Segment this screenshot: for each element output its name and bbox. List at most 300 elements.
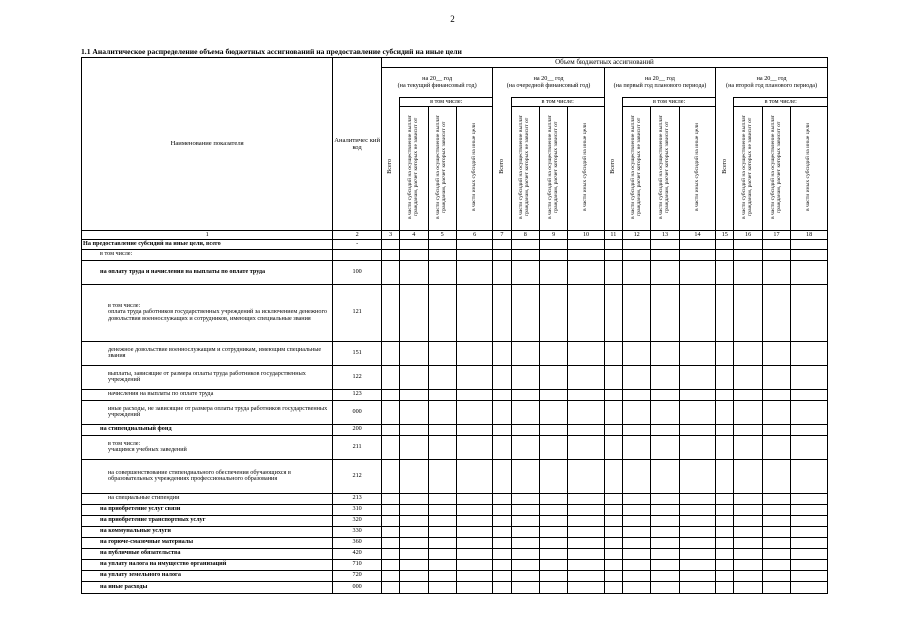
value-cell[interactable] [791, 260, 828, 284]
value-cell[interactable] [428, 504, 456, 515]
value-cell[interactable] [623, 515, 651, 526]
value-cell[interactable] [623, 537, 651, 548]
value-cell[interactable] [456, 260, 492, 284]
value-cell[interactable] [651, 341, 679, 365]
value-cell[interactable] [539, 493, 567, 504]
value-cell[interactable] [456, 365, 492, 389]
value-cell[interactable] [651, 526, 679, 537]
value-cell[interactable] [511, 559, 539, 570]
value-cell[interactable] [428, 284, 456, 341]
value-cell[interactable] [791, 365, 828, 389]
value-cell[interactable] [604, 341, 622, 365]
value-cell[interactable] [651, 365, 679, 389]
value-cell[interactable] [428, 537, 456, 548]
value-cell[interactable] [568, 504, 604, 515]
value-cell[interactable] [428, 260, 456, 284]
value-cell[interactable] [400, 424, 428, 435]
value-cell[interactable] [762, 581, 790, 593]
value-cell[interactable] [679, 515, 715, 526]
value-cell[interactable] [716, 537, 734, 548]
value-cell[interactable] [762, 400, 790, 424]
value-cell[interactable] [456, 459, 492, 493]
value-cell[interactable] [623, 559, 651, 570]
value-cell[interactable] [623, 493, 651, 504]
value-cell[interactable] [493, 400, 511, 424]
value-cell[interactable] [511, 424, 539, 435]
value-cell[interactable] [456, 240, 492, 250]
value-cell[interactable] [511, 570, 539, 581]
value-cell[interactable] [651, 537, 679, 548]
value-cell[interactable] [493, 559, 511, 570]
value-cell[interactable] [679, 249, 715, 260]
value-cell[interactable] [623, 504, 651, 515]
value-cell[interactable] [734, 435, 762, 459]
value-cell[interactable] [568, 581, 604, 593]
value-cell[interactable] [734, 526, 762, 537]
value-cell[interactable] [716, 559, 734, 570]
value-cell[interactable] [734, 515, 762, 526]
value-cell[interactable] [493, 284, 511, 341]
value-cell[interactable] [734, 548, 762, 559]
value-cell[interactable] [493, 459, 511, 493]
value-cell[interactable] [568, 240, 604, 250]
value-cell[interactable] [623, 240, 651, 250]
value-cell[interactable] [539, 537, 567, 548]
value-cell[interactable] [511, 240, 539, 250]
value-cell[interactable] [604, 459, 622, 493]
value-cell[interactable] [456, 341, 492, 365]
value-cell[interactable] [762, 570, 790, 581]
value-cell[interactable] [381, 504, 399, 515]
value-cell[interactable] [734, 389, 762, 400]
value-cell[interactable] [400, 459, 428, 493]
value-cell[interactable] [734, 284, 762, 341]
value-cell[interactable] [604, 493, 622, 504]
value-cell[interactable] [400, 559, 428, 570]
value-cell[interactable] [604, 249, 622, 260]
value-cell[interactable] [428, 341, 456, 365]
value-cell[interactable] [623, 570, 651, 581]
value-cell[interactable] [679, 570, 715, 581]
value-cell[interactable] [428, 515, 456, 526]
value-cell[interactable] [716, 504, 734, 515]
value-cell[interactable] [511, 365, 539, 389]
value-cell[interactable] [679, 581, 715, 593]
value-cell[interactable] [679, 341, 715, 365]
value-cell[interactable] [511, 400, 539, 424]
value-cell[interactable] [716, 424, 734, 435]
value-cell[interactable] [604, 515, 622, 526]
value-cell[interactable] [623, 424, 651, 435]
value-cell[interactable] [493, 424, 511, 435]
value-cell[interactable] [734, 365, 762, 389]
value-cell[interactable] [568, 493, 604, 504]
value-cell[interactable] [762, 260, 790, 284]
value-cell[interactable] [568, 570, 604, 581]
value-cell[interactable] [604, 435, 622, 459]
value-cell[interactable] [400, 435, 428, 459]
value-cell[interactable] [623, 341, 651, 365]
value-cell[interactable] [716, 240, 734, 250]
value-cell[interactable] [400, 240, 428, 250]
value-cell[interactable] [604, 537, 622, 548]
value-cell[interactable] [791, 459, 828, 493]
value-cell[interactable] [381, 493, 399, 504]
value-cell[interactable] [493, 537, 511, 548]
value-cell[interactable] [604, 240, 622, 250]
value-cell[interactable] [762, 284, 790, 341]
value-cell[interactable] [604, 581, 622, 593]
value-cell[interactable] [734, 400, 762, 424]
value-cell[interactable] [539, 365, 567, 389]
value-cell[interactable] [791, 581, 828, 593]
value-cell[interactable] [400, 284, 428, 341]
value-cell[interactable] [539, 459, 567, 493]
value-cell[interactable] [623, 284, 651, 341]
value-cell[interactable] [493, 260, 511, 284]
value-cell[interactable] [493, 504, 511, 515]
value-cell[interactable] [791, 400, 828, 424]
value-cell[interactable] [716, 493, 734, 504]
value-cell[interactable] [716, 570, 734, 581]
value-cell[interactable] [400, 570, 428, 581]
value-cell[interactable] [456, 249, 492, 260]
value-cell[interactable] [456, 389, 492, 400]
value-cell[interactable] [762, 515, 790, 526]
value-cell[interactable] [511, 504, 539, 515]
value-cell[interactable] [679, 504, 715, 515]
value-cell[interactable] [511, 515, 539, 526]
value-cell[interactable] [716, 284, 734, 341]
value-cell[interactable] [428, 400, 456, 424]
value-cell[interactable] [400, 515, 428, 526]
value-cell[interactable] [539, 570, 567, 581]
value-cell[interactable] [791, 515, 828, 526]
value-cell[interactable] [762, 341, 790, 365]
value-cell[interactable] [456, 493, 492, 504]
value-cell[interactable] [539, 249, 567, 260]
value-cell[interactable] [762, 459, 790, 493]
value-cell[interactable] [456, 526, 492, 537]
value-cell[interactable] [568, 260, 604, 284]
value-cell[interactable] [791, 526, 828, 537]
value-cell[interactable] [651, 400, 679, 424]
value-cell[interactable] [604, 548, 622, 559]
value-cell[interactable] [651, 548, 679, 559]
value-cell[interactable] [428, 435, 456, 459]
value-cell[interactable] [623, 260, 651, 284]
value-cell[interactable] [539, 504, 567, 515]
value-cell[interactable] [791, 424, 828, 435]
value-cell[interactable] [381, 570, 399, 581]
value-cell[interactable] [511, 435, 539, 459]
value-cell[interactable] [568, 548, 604, 559]
value-cell[interactable] [381, 400, 399, 424]
value-cell[interactable] [428, 493, 456, 504]
value-cell[interactable] [762, 559, 790, 570]
value-cell[interactable] [791, 249, 828, 260]
value-cell[interactable] [493, 435, 511, 459]
value-cell[interactable] [568, 365, 604, 389]
value-cell[interactable] [568, 515, 604, 526]
value-cell[interactable] [428, 559, 456, 570]
value-cell[interactable] [568, 435, 604, 459]
value-cell[interactable] [568, 341, 604, 365]
value-cell[interactable] [456, 548, 492, 559]
value-cell[interactable] [493, 581, 511, 593]
value-cell[interactable] [456, 581, 492, 593]
value-cell[interactable] [604, 365, 622, 389]
value-cell[interactable] [400, 537, 428, 548]
value-cell[interactable] [428, 548, 456, 559]
value-cell[interactable] [791, 341, 828, 365]
value-cell[interactable] [791, 548, 828, 559]
value-cell[interactable] [604, 389, 622, 400]
value-cell[interactable] [456, 515, 492, 526]
value-cell[interactable] [651, 389, 679, 400]
value-cell[interactable] [734, 424, 762, 435]
value-cell[interactable] [381, 515, 399, 526]
value-cell[interactable] [381, 365, 399, 389]
value-cell[interactable] [791, 493, 828, 504]
value-cell[interactable] [400, 249, 428, 260]
value-cell[interactable] [604, 424, 622, 435]
value-cell[interactable] [456, 504, 492, 515]
value-cell[interactable] [493, 240, 511, 250]
value-cell[interactable] [734, 559, 762, 570]
value-cell[interactable] [539, 260, 567, 284]
value-cell[interactable] [456, 400, 492, 424]
value-cell[interactable] [734, 459, 762, 493]
value-cell[interactable] [762, 493, 790, 504]
value-cell[interactable] [791, 240, 828, 250]
value-cell[interactable] [381, 559, 399, 570]
value-cell[interactable] [762, 526, 790, 537]
value-cell[interactable] [791, 284, 828, 341]
value-cell[interactable] [679, 389, 715, 400]
value-cell[interactable] [539, 389, 567, 400]
value-cell[interactable] [511, 249, 539, 260]
value-cell[interactable] [716, 249, 734, 260]
value-cell[interactable] [623, 526, 651, 537]
value-cell[interactable] [716, 400, 734, 424]
value-cell[interactable] [381, 435, 399, 459]
value-cell[interactable] [568, 249, 604, 260]
value-cell[interactable] [568, 284, 604, 341]
value-cell[interactable] [651, 570, 679, 581]
value-cell[interactable] [762, 249, 790, 260]
value-cell[interactable] [651, 424, 679, 435]
value-cell[interactable] [539, 284, 567, 341]
value-cell[interactable] [791, 504, 828, 515]
value-cell[interactable] [568, 459, 604, 493]
value-cell[interactable] [568, 559, 604, 570]
value-cell[interactable] [604, 504, 622, 515]
value-cell[interactable] [456, 537, 492, 548]
value-cell[interactable] [651, 581, 679, 593]
value-cell[interactable] [623, 249, 651, 260]
value-cell[interactable] [623, 459, 651, 493]
value-cell[interactable] [679, 526, 715, 537]
value-cell[interactable] [651, 240, 679, 250]
value-cell[interactable] [539, 515, 567, 526]
value-cell[interactable] [400, 504, 428, 515]
value-cell[interactable] [381, 424, 399, 435]
value-cell[interactable] [604, 570, 622, 581]
value-cell[interactable] [716, 515, 734, 526]
value-cell[interactable] [511, 459, 539, 493]
value-cell[interactable] [456, 435, 492, 459]
value-cell[interactable] [568, 389, 604, 400]
value-cell[interactable] [428, 459, 456, 493]
value-cell[interactable] [511, 389, 539, 400]
value-cell[interactable] [679, 548, 715, 559]
value-cell[interactable] [623, 548, 651, 559]
value-cell[interactable] [651, 435, 679, 459]
value-cell[interactable] [568, 400, 604, 424]
value-cell[interactable] [604, 260, 622, 284]
value-cell[interactable] [734, 570, 762, 581]
value-cell[interactable] [400, 526, 428, 537]
value-cell[interactable] [400, 341, 428, 365]
value-cell[interactable] [539, 581, 567, 593]
value-cell[interactable] [381, 341, 399, 365]
value-cell[interactable] [734, 240, 762, 250]
value-cell[interactable] [716, 365, 734, 389]
value-cell[interactable] [734, 260, 762, 284]
value-cell[interactable] [679, 537, 715, 548]
value-cell[interactable] [604, 284, 622, 341]
value-cell[interactable] [456, 284, 492, 341]
value-cell[interactable] [568, 424, 604, 435]
value-cell[interactable] [539, 435, 567, 459]
value-cell[interactable] [604, 559, 622, 570]
value-cell[interactable] [456, 424, 492, 435]
value-cell[interactable] [679, 260, 715, 284]
value-cell[interactable] [400, 493, 428, 504]
value-cell[interactable] [381, 389, 399, 400]
value-cell[interactable] [428, 249, 456, 260]
value-cell[interactable] [400, 400, 428, 424]
value-cell[interactable] [623, 389, 651, 400]
value-cell[interactable] [604, 400, 622, 424]
value-cell[interactable] [791, 537, 828, 548]
value-cell[interactable] [762, 537, 790, 548]
value-cell[interactable] [428, 240, 456, 250]
value-cell[interactable] [679, 240, 715, 250]
value-cell[interactable] [511, 526, 539, 537]
value-cell[interactable] [716, 526, 734, 537]
value-cell[interactable] [651, 459, 679, 493]
value-cell[interactable] [381, 284, 399, 341]
value-cell[interactable] [679, 284, 715, 341]
value-cell[interactable] [493, 249, 511, 260]
value-cell[interactable] [623, 435, 651, 459]
value-cell[interactable] [791, 389, 828, 400]
value-cell[interactable] [734, 504, 762, 515]
value-cell[interactable] [679, 493, 715, 504]
value-cell[interactable] [734, 341, 762, 365]
value-cell[interactable] [381, 240, 399, 250]
value-cell[interactable] [493, 526, 511, 537]
value-cell[interactable] [651, 493, 679, 504]
value-cell[interactable] [762, 424, 790, 435]
value-cell[interactable] [539, 240, 567, 250]
value-cell[interactable] [651, 284, 679, 341]
value-cell[interactable] [511, 341, 539, 365]
value-cell[interactable] [381, 537, 399, 548]
value-cell[interactable] [716, 341, 734, 365]
value-cell[interactable] [400, 548, 428, 559]
value-cell[interactable] [651, 559, 679, 570]
value-cell[interactable] [381, 459, 399, 493]
value-cell[interactable] [381, 260, 399, 284]
value-cell[interactable] [493, 548, 511, 559]
value-cell[interactable] [791, 435, 828, 459]
value-cell[interactable] [428, 365, 456, 389]
value-cell[interactable] [493, 570, 511, 581]
value-cell[interactable] [679, 400, 715, 424]
value-cell[interactable] [493, 341, 511, 365]
value-cell[interactable] [428, 389, 456, 400]
value-cell[interactable] [604, 526, 622, 537]
value-cell[interactable] [623, 581, 651, 593]
value-cell[interactable] [400, 260, 428, 284]
value-cell[interactable] [679, 365, 715, 389]
value-cell[interactable] [511, 260, 539, 284]
value-cell[interactable] [568, 526, 604, 537]
value-cell[interactable] [493, 493, 511, 504]
value-cell[interactable] [539, 526, 567, 537]
value-cell[interactable] [428, 526, 456, 537]
value-cell[interactable] [734, 537, 762, 548]
value-cell[interactable] [651, 504, 679, 515]
value-cell[interactable] [511, 284, 539, 341]
value-cell[interactable] [539, 400, 567, 424]
value-cell[interactable] [511, 581, 539, 593]
value-cell[interactable] [493, 515, 511, 526]
value-cell[interactable] [539, 548, 567, 559]
value-cell[interactable] [493, 389, 511, 400]
value-cell[interactable] [716, 435, 734, 459]
value-cell[interactable] [539, 424, 567, 435]
value-cell[interactable] [400, 365, 428, 389]
value-cell[interactable] [762, 240, 790, 250]
value-cell[interactable] [381, 526, 399, 537]
value-cell[interactable] [493, 365, 511, 389]
value-cell[interactable] [679, 435, 715, 459]
value-cell[interactable] [762, 548, 790, 559]
value-cell[interactable] [623, 400, 651, 424]
value-cell[interactable] [716, 548, 734, 559]
value-cell[interactable] [716, 260, 734, 284]
value-cell[interactable] [511, 537, 539, 548]
value-cell[interactable] [428, 570, 456, 581]
value-cell[interactable] [456, 559, 492, 570]
value-cell[interactable] [762, 435, 790, 459]
value-cell[interactable] [791, 559, 828, 570]
value-cell[interactable] [511, 493, 539, 504]
value-cell[interactable] [428, 581, 456, 593]
value-cell[interactable] [568, 537, 604, 548]
value-cell[interactable] [428, 424, 456, 435]
value-cell[interactable] [734, 493, 762, 504]
value-cell[interactable] [791, 570, 828, 581]
value-cell[interactable] [651, 260, 679, 284]
value-cell[interactable] [734, 581, 762, 593]
value-cell[interactable] [381, 548, 399, 559]
value-cell[interactable] [734, 249, 762, 260]
